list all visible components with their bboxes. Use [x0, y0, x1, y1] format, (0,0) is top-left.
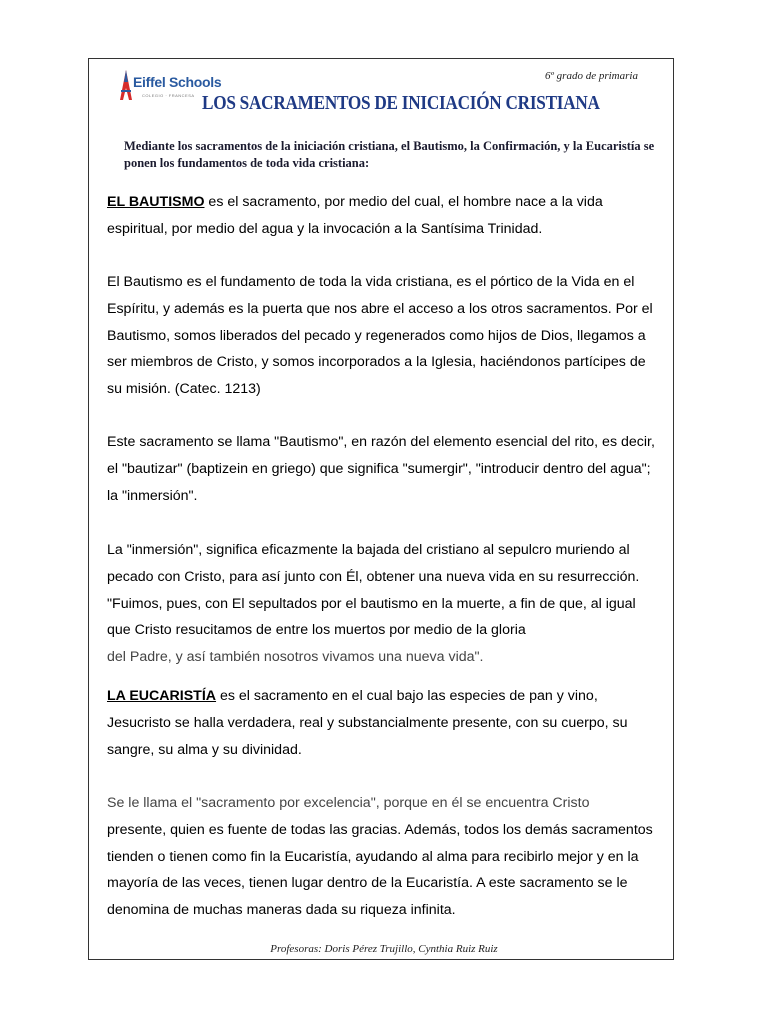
- eucaristia-heading: LA EUCARISTÍA: [107, 688, 217, 704]
- grade-label: 6º grado de primaria: [545, 70, 638, 82]
- eucaristia-paragraph-2: [107, 790, 662, 924]
- page-title: LOS SACRAMENTOS DE INICIACIÓN CRISTIANA: [202, 92, 600, 114]
- bautismo-paragraph-3: Este sacramento se llama "Bautismo", en razón del elemento esencial del rito, es decir, el "bautizar" (baptizein en griego) que significa "sumergir", "introducir dentro del agua"; la "inmersión".: [107, 434, 655, 504]
- eucaristia-definition-text: es el sacramento en el cual bajo las especies de pan y vino, Jesucristo se halla verdadera, real y substancialmente presente, con su cuerpo, su sangre, su alma y su divinidad.: [107, 688, 628, 758]
- bautismo-paragraph-4: [107, 537, 662, 671]
- teachers-footer: Profesoras: Doris Pérez Trujillo, Cynthia Ruiz Ruiz: [270, 943, 498, 955]
- intro-paragraph: Mediante los sacramentos de la iniciación cristiana, el Bautismo, la Confirmación, y la Eucaristía se ponen los fundamentos de toda vida cristiana:: [124, 139, 655, 170]
- logo-subtitle: COLEGIO · FRANCESA: [142, 93, 195, 98]
- bautismo-paragraph-2: El Bautismo es el fundamento de toda la vida cristiana, es el pórtico de la Vida en el Espíritu, y además es la puerta que nos abre el acceso a los otros sacramentos. Por el Bautismo, somos liberados del pecado y regenerados como hijos de Dios, llegamos a ser miembros de Cristo, y somos incorporados a la Iglesia, haciéndonos partícipes de su misión. (Catec. 1213): [107, 274, 653, 398]
- bautismo-paragraph-4-end: del Padre, y así también nosotros vivamos una nueva vida".: [107, 649, 484, 666]
- eucaristia-definition: [107, 683, 662, 763]
- logo-text: Eiffel Schools: [133, 74, 222, 90]
- eucaristia-paragraph-2-text: presente, quien es fuente de todas las gracias. Además, todos los demás sacramentos tienden o tienen como fin la Eucaristía, ayudando al alma para recibirlo mejor y en la mayoría de las veces, tienen lugar dentro de la Eucaristía. A este sacramento se le denomina de muchas maneras dada su riqueza infinita.: [107, 821, 653, 919]
- bautismo-paragraph-4-text: La "inmersión", significa eficazmente la bajada del cristiano al sepulcro muriendo al pecado con Cristo, para así junto con Él, obtener una nueva vida en su resurrección. "Fuimos, pues, con El sepultados por el bautismo en la muerte, a fin de que, al igual que Cristo resucitamos de entre los muertos por medio de la gloria: [107, 542, 640, 639]
- eucaristia-paragraph-2-start: Se le llama el "sacramento por excelencia", porque en él se encuentra Cristo: [107, 795, 590, 811]
- bautismo-definition-text: es el sacramento, por medio del cual, el hombre nace a la vida espiritual, por medio del agua y la invocación a la Santísima Trinidad.: [107, 194, 603, 237]
- bautismo-definition: [107, 189, 662, 243]
- bautismo-heading: EL BAUTISMO: [107, 194, 205, 210]
